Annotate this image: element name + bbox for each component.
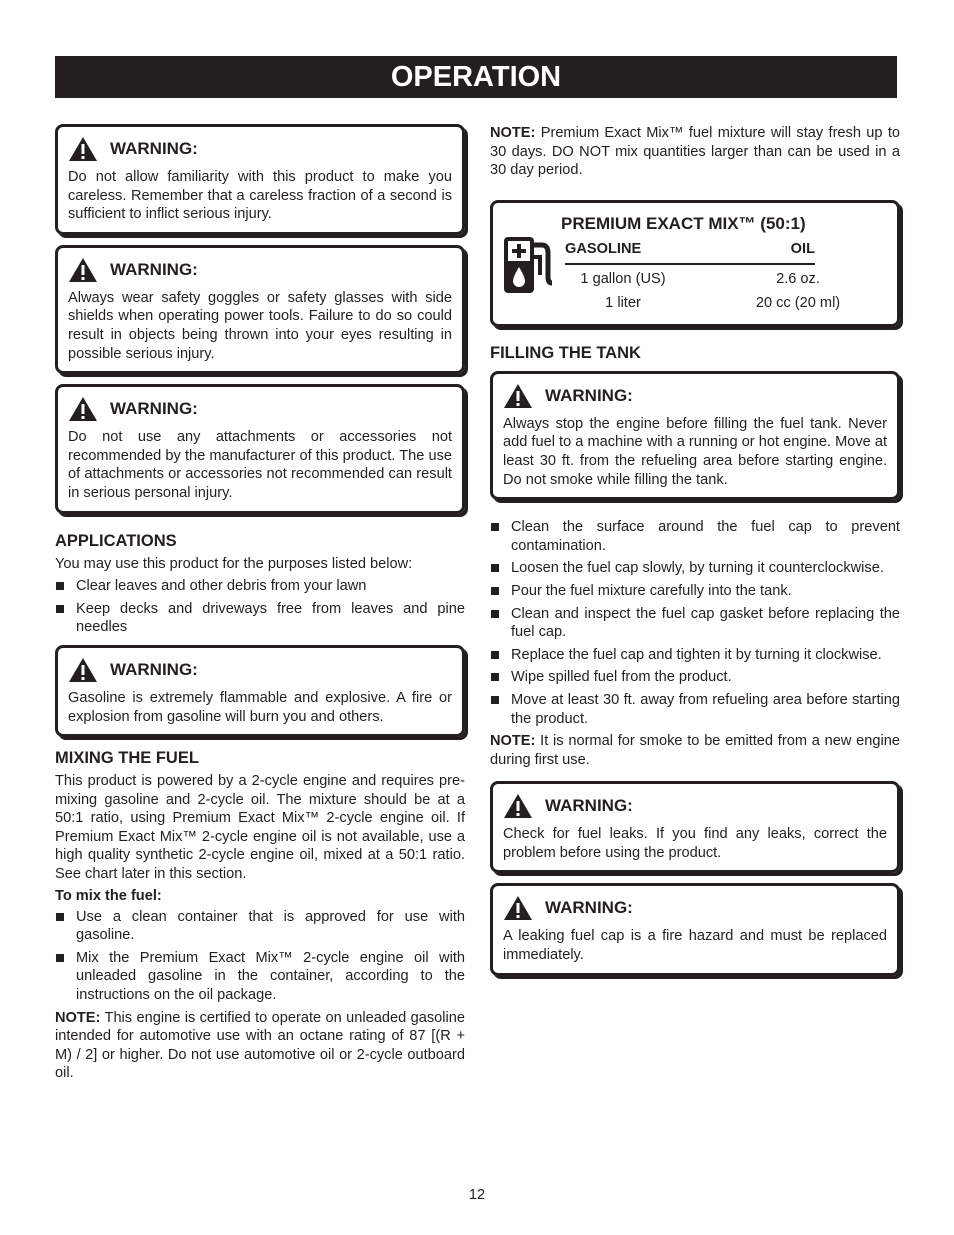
list-item: Clean and inspect the fuel cap gasket before replacing the fuel cap. — [490, 605, 900, 642]
applications-heading: APPLICATIONS — [55, 531, 177, 550]
warning-triangle-icon — [68, 396, 98, 422]
note-text: This engine is certified to operate on unleaded gasoline intended for automotive use with an octane rating of 87 [(R + M) / 2] or higher. Do not use automotive oil or 2-cycle outboard oil. — [55, 1009, 465, 1082]
warning-triangle-icon — [68, 136, 98, 162]
warning-triangle-icon — [503, 383, 533, 409]
warning-text: A leaking fuel cap is a fire hazard and must be replaced immediately. — [503, 928, 887, 964]
warning-box-fuel-cap — [490, 883, 900, 975]
warning-text: Do not use any attachments or accessories not recommended by the manufacturer of this product. The use of attachments or accessories not recommended can result in serious personal injury. — [68, 429, 452, 501]
warning-text: Always stop the engine before filling the fuel tank. Never add fuel to a machine with a running or hot engine. Move at least 30 ft. from the refueling area before starting engine. Do not smoke while filling the tank. — [503, 415, 887, 488]
warning-label: WARNING: — [545, 385, 633, 405]
note-text: It is normal for smoke to be emitted from a new engine during first use. — [490, 733, 900, 768]
oil-column-header: OIL — [790, 240, 815, 257]
warning-text: Gasoline is extremely flammable and explosive. A fire or explosion from gasoline will burn you and others. — [68, 689, 452, 725]
filling-list — [490, 518, 900, 728]
list-item: Replace the fuel cap and tighten it by turning it clockwise. — [490, 646, 900, 665]
filling-heading: FILLING THE TANK — [490, 343, 641, 362]
freshness-note — [490, 124, 900, 180]
warning-text: Do not allow familiarity with this product to make you careless. Remember that a careless fraction of a second is sufficient to inflict serious injury. — [68, 169, 452, 223]
fuel-pump-icon — [502, 235, 556, 295]
note-text: Premium Exact Mix™ fuel mixture will stay fresh up to 30 days. DO NOT mix quantities larger than can be used in a 30 day period. — [490, 125, 900, 179]
warning-box-gasoline — [55, 645, 465, 737]
mixing-list — [55, 908, 465, 1005]
right-column — [490, 124, 900, 986]
mix-table-header — [565, 241, 815, 265]
list-item: Mix the Premium Exact Mix™ 2-cycle engine oil with unleaded gasoline in the container, according to the instructions on the oil package. — [55, 949, 465, 1005]
list-item: Keep decks and driveways free from leaves and pine needles — [55, 600, 465, 637]
gasoline-cell: 1 liter — [605, 294, 641, 311]
warning-label: WARNING: — [545, 796, 633, 816]
warning-label: WARNING: — [545, 898, 633, 918]
list-item: Clear leaves and other debris from your lawn — [55, 577, 465, 596]
warning-label: WARNING: — [110, 399, 198, 419]
list-item: Pour the fuel mixture carefully into the tank. — [490, 582, 900, 601]
mix-table-title: PREMIUM EXACT MIX™ (50:1) — [561, 213, 806, 233]
warning-box-attachments — [55, 384, 465, 513]
warning-label: WARNING: — [110, 139, 198, 158]
note-label: NOTE: — [490, 125, 536, 141]
mixing-subheading: To mix the fuel: — [55, 887, 162, 904]
warning-box-familiarity — [55, 124, 465, 235]
oil-cell: 2.6 oz. — [776, 270, 820, 287]
gasoline-cell: 1 gallon (US) — [580, 270, 666, 287]
oil-cell: 20 cc (20 ml) — [755, 294, 841, 311]
warning-box-goggles — [55, 245, 465, 374]
mixing-body: This product is powered by a 2-cycle engine and requires pre-mixing gasoline and 2-cycle oil. The mixture should be at a 50:1 ratio, using Premium Exact Mix™ 2-cycle engine oil. If Premium Exact Mix™ 2-cycle engine oil is not available, use a high quality synthetic 2-cycle engine oil, mixed at a 50:1 ratio. See chart later in this section. — [55, 773, 465, 883]
warning-triangle-icon — [503, 793, 533, 819]
list-item: Use a clean container that is approved for use with gasoline. — [55, 908, 465, 945]
warning-box-filling — [490, 371, 900, 500]
warning-triangle-icon — [68, 257, 98, 283]
mix-ratio-table — [490, 200, 900, 327]
applications-intro: You may use this product for the purposes listed below: — [55, 555, 413, 572]
warning-triangle-icon — [68, 657, 98, 683]
mixing-note — [55, 1009, 465, 1083]
list-item: Move at least 30 ft. away from refueling area before starting the product. — [490, 691, 900, 728]
applications-list — [55, 577, 465, 637]
list-item: Wipe spilled fuel from the product. — [490, 668, 900, 687]
warning-box-leaks — [490, 781, 900, 873]
smoke-note — [490, 732, 900, 769]
warning-label: WARNING: — [110, 259, 198, 279]
note-label: NOTE: — [55, 1009, 101, 1026]
note-label: NOTE: — [490, 733, 536, 750]
left-column — [55, 124, 465, 1087]
list-item: Clean the surface around the fuel cap to prevent contamination. — [490, 518, 900, 555]
mixing-heading: MIXING THE FUEL — [55, 749, 199, 768]
section-banner: OPERATION — [55, 56, 897, 98]
warning-label: WARNING: — [110, 659, 198, 679]
list-item: Loosen the fuel cap slowly, by turning it counterclockwise. — [490, 559, 900, 578]
warning-triangle-icon — [503, 895, 533, 921]
warning-text: Always wear safety goggles or safety glasses with side shields when operating power tools. Failure to do so could result in objects being thrown into your eyes resulting in possible serious injury. — [68, 289, 452, 362]
warning-text: Check for fuel leaks. If you find any leaks, correct the problem before using the product. — [503, 826, 887, 861]
page-number: 12 — [468, 1187, 486, 1203]
gasoline-column-header: GASOLINE — [565, 240, 642, 257]
